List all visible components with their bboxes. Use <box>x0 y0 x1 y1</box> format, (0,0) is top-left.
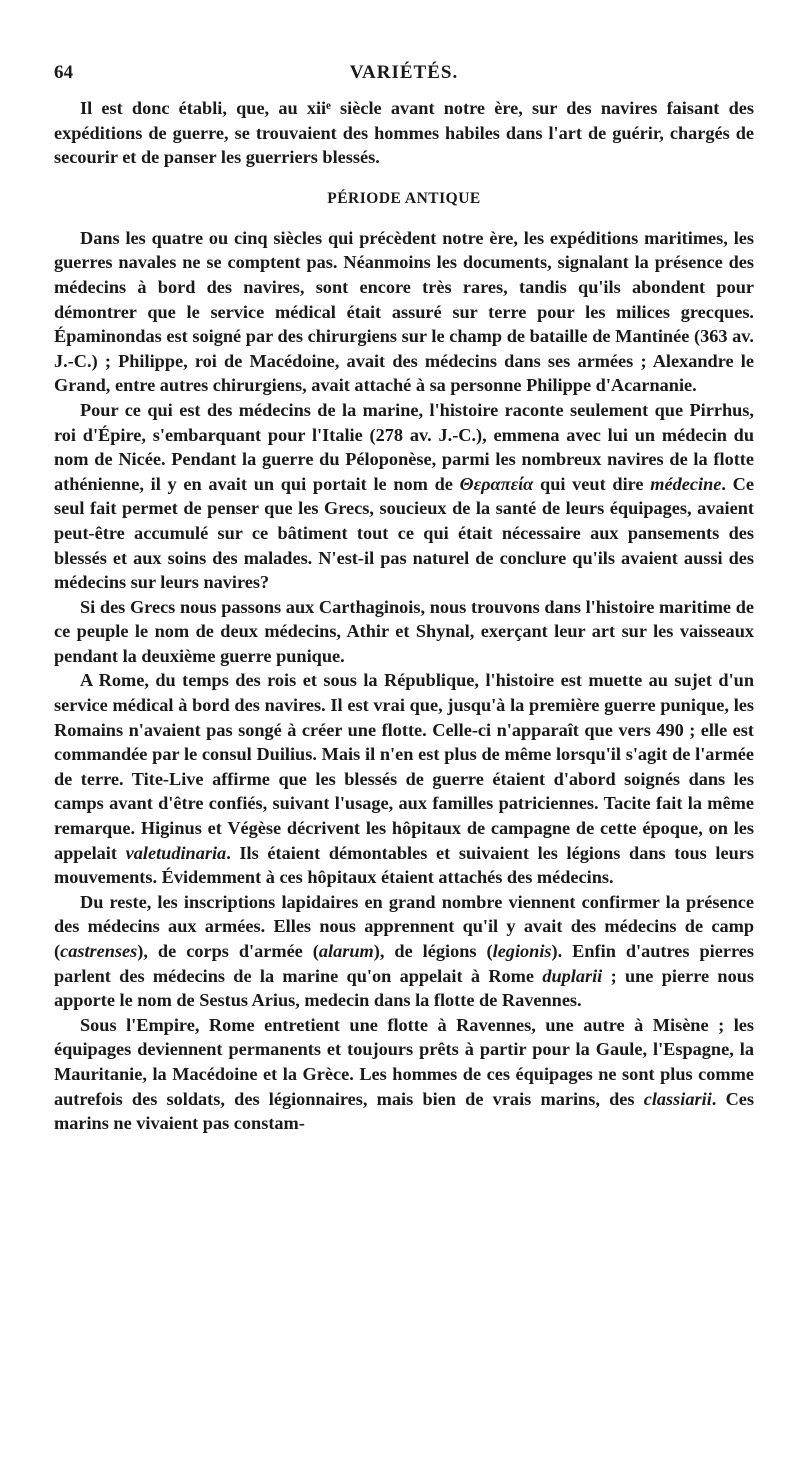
book-page <box>54 62 754 1136</box>
paragraph <box>54 595 754 669</box>
running-title: VARIÉTÉS. <box>349 62 459 83</box>
text-run: . Ils étaient démontables et suivaient les légions dans tous leurs mouvements. Évidemment à ces hôpitaux étaient attachés des médecins. <box>54 842 755 888</box>
text-run: Sous l'Empire, Rome entretient une flotte à Ravennes, une autre à Misène ; les équipages deviennent permanents et toujours prêts à partir pour la Gaule, l'Espagne, la Mauritanie, la Macédoine et la Grèce. Les hommes de ces équipages ne sont plus comme autrefois des soldats, des légionnaires, mais bien de vrais marins, des <box>54 1014 754 1109</box>
text-run: . Ces marins ne vivaient pas constam- <box>54 1088 754 1134</box>
italic-term: alarum <box>318 941 374 961</box>
text-run: ), de légions ( <box>373 941 493 961</box>
italic-term: castrenses <box>60 941 138 961</box>
italic-term: duplarii <box>542 965 603 986</box>
page-number: 64 <box>54 62 73 83</box>
text-run: ; une pierre nous apporte le nom de Sestus Arius, medecin dans la flotte de Ravennes. <box>54 965 754 1011</box>
italic-term: classiarii <box>643 1088 712 1109</box>
section-heading: PÉRIODE ANTIQUE <box>327 189 481 207</box>
italic-term: Θεραπεία <box>459 473 534 494</box>
text-run: ), de corps d'armée ( <box>137 941 319 961</box>
text-run: Si des Grecs nous passons aux Carthaginois, nous trouvons dans l'histoire maritime de ce peuple le nom de deux médecins, Athir et Shynal, exerçant leur art sur les vaisseaux pendant la deuxième guerre punique. <box>54 596 754 666</box>
paragraph <box>54 668 754 889</box>
text-run: Du reste, les inscriptions lapidaires en grand nombre viennent confirmer la présence des médecins aux armées. Elles nous apprennent qu'il y avait des médecins de camp ( <box>54 891 754 961</box>
italic-term: médecine <box>650 473 722 494</box>
text-run: Pour ce qui est des médecins de la marine, l'histoire raconte seulement que Pirrhus, roi d'Épire, s'embarquant pour l'Italie (278 av. J.-C.), emmena avec lui un médecin du nom de Nicée. Pendant la guerre du Péloponèse, parmi les nombreux navires de la flotte athénienne, il y en avait un qui portait le nom de <box>54 399 754 494</box>
running-head <box>54 62 754 84</box>
text-run: . Ce seul fait permet de penser que les Grecs, soucieux de la santé de leurs équipages, avaient peut-être accumulé sur ce bâtiment tout ce qui était nécessaire aux pansements des blessés et aux soins des malades. N'est-il pas naturel de conclure qu'ils avaient aussi des médecins sur leurs navires? <box>54 473 754 593</box>
paragraph <box>54 226 754 398</box>
paragraph <box>54 890 754 1013</box>
italic-term: valetudinaria <box>125 842 227 863</box>
paragraph <box>54 398 754 595</box>
paragraph <box>54 1013 754 1136</box>
paragraph <box>54 96 754 170</box>
text-run: A Rome, du temps des rois et sous la République, l'histoire est muette au sujet d'un service médical à bord des navires. Il est vrai que, jusqu'à la première guerre punique, les Romains n'avaient pas songé à créer une flotte. Celle-ci n'apparaît que vers 490 ; elle est commandée par le consul Duilius. Mais il n'en est plus de même lorsqu'il s'agit de l'armée de terre. Tite-Live affirme que les blessés de guerre étaient d'abord soignés dans les camps avant d'être confiés, suivant l'usage, aux familles patriciennes. Tacite fait la même remarque. Higinus et Végèse décrivent les hôpitaux de campagne de cette époque, on les appelait <box>54 670 754 863</box>
text-run: ). Enfin d'autres pierres parlent des médecins de la marine qu'on appelait à Rome <box>54 941 754 986</box>
text-run: Dans les quatre ou cinq siècles qui précèdent notre ère, les expéditions maritimes, les guerres navales ne se comptent pas. Néanmoins les documents, signalant la présence des médecins à bord des navires, sont encore très rares, tandis qu'ils abondent pour démontrer que le service médical était assuré sur terre pour les milices grecques. Épaminondas est soigné par des chirurgiens sur le champ de bataille de Mantinée (363 av. J.-C.) ; Philippe, roi de Macédoine, avait des médecins dans ses armées ; Alexandre le Grand, entre autres chirurgiens, avait attaché à sa personne Philippe d'Acarnanie. <box>54 227 754 396</box>
text-run: Il est donc établi, que, au xiiᵉ siècle avant notre ère, sur des navires faisant des expéditions de guerre, se trouvaient des hommes habiles dans l'art de guérir, chargés de secourir et de panser les guerriers blessés. <box>54 98 754 168</box>
text-run: qui veut dire <box>533 473 651 494</box>
italic-term: legionis <box>492 941 552 961</box>
